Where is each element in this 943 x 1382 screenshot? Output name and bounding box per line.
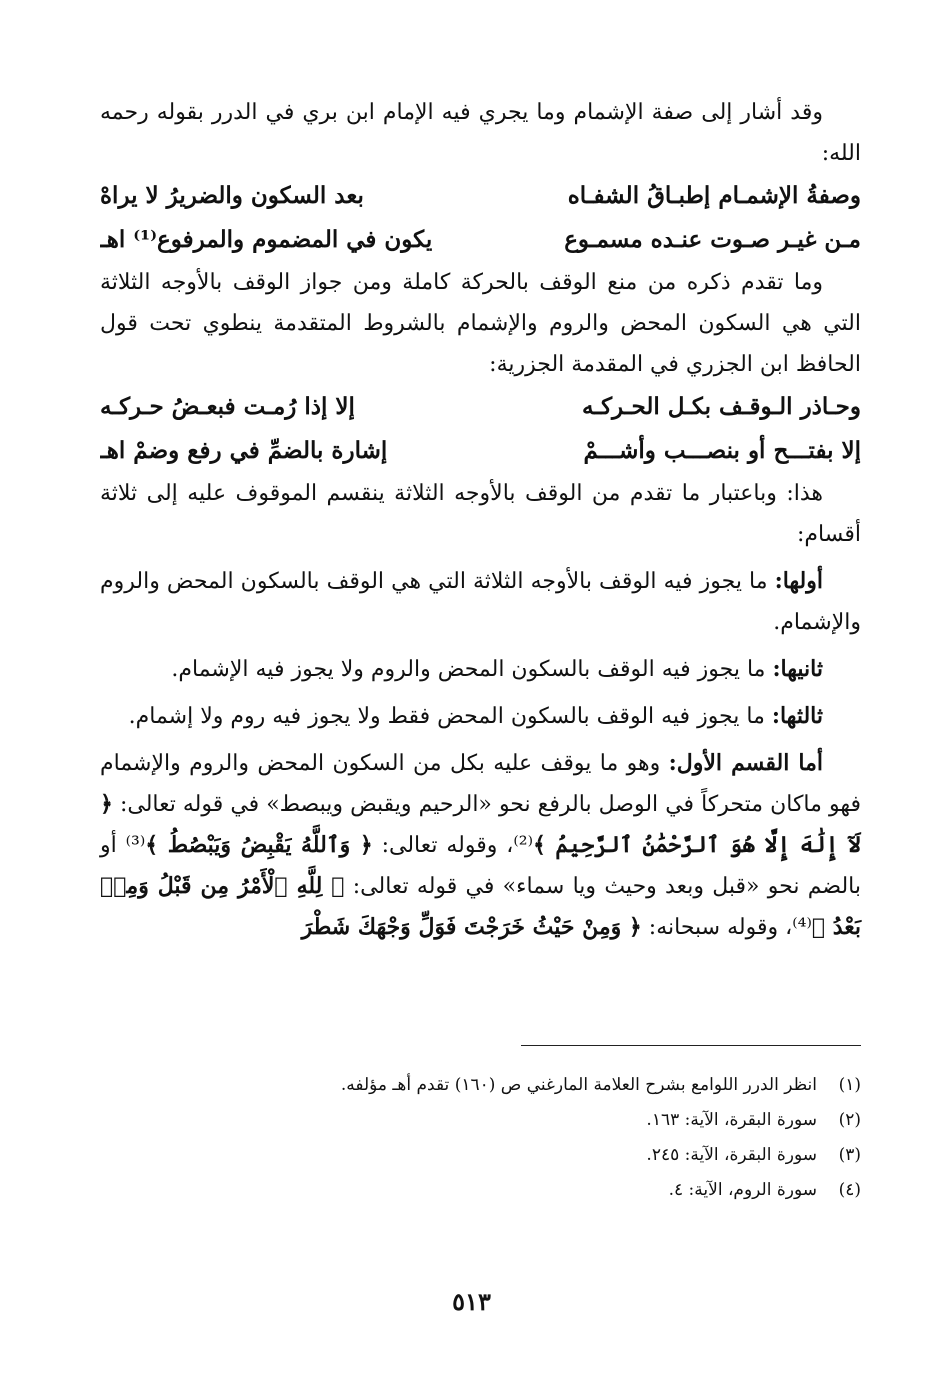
verse-line: [100, 218, 861, 262]
verse-line: [100, 385, 861, 429]
section-lead: أولها:: [774, 568, 823, 594]
footnote-number: (٢): [838, 1110, 861, 1130]
paragraph-text: ⁽²⁾، وقوله تعالى:: [372, 833, 533, 858]
footnote-text: انظر الدرر اللوامع بشرح العلامة المارغني ص (١٦٠) تقدم أهـ مؤلفه.: [340, 1075, 817, 1095]
verse-line: [100, 174, 861, 218]
section-text: ما يجوز فيه الوقف بالأوجه الثلاثة التي هي الوقف بالسكون المحض والروم والإشمام.: [100, 569, 861, 635]
section-text: ما يجوز فيه الوقف بالسكون المحض فقط ولا يجوز فيه روم ولا إشمام.: [128, 704, 772, 729]
intro-paragraph: وقد أشار إلى صفة الإشمام وما يجري فيه الإمام ابن بري في الدرر بقوله رحمه الله:: [100, 100, 861, 166]
verse-hemistich: إلا إذا رُمـت فبعـضُ حـركـه: [100, 393, 355, 420]
section-lead: أما القسم الأول:: [668, 750, 823, 776]
footnote-item: [100, 1103, 861, 1138]
verse-hemistich: يكون في المضموم والمرفوع⁽¹⁾ اهـ: [100, 226, 433, 253]
verse-hemistich: بعد السكون والضريرُ لا يراهْ: [100, 182, 364, 209]
footnotes: [100, 1068, 861, 1208]
footnote-number: (٤): [838, 1180, 861, 1200]
page-number: ٥١٣: [452, 1287, 491, 1316]
section-second: [100, 649, 861, 690]
verse-hemistich: وحـاذر الـوقـف بكـل الحـركـه: [582, 393, 861, 420]
footnote-item: [100, 1173, 861, 1208]
paragraph-3: هذا: وباعتبار ما تقدم من الوقف بالأوجه الثلاثة ينقسم الموقوف عليه إلى ثلاثة أقسام:: [100, 481, 861, 547]
footnote-item: [100, 1138, 861, 1173]
footnote-text: سورة البقرة، الآية: ٢٤٥.: [646, 1145, 817, 1165]
footnote-text: سورة البقرة، الآية: ١٦٣.: [646, 1110, 817, 1130]
first-section-paragraph: [100, 743, 861, 948]
footnote-divider: [521, 1045, 861, 1046]
section-lead: ثانيها:: [772, 656, 823, 682]
paragraph-2: وما تقدم ذكره من منع الوقف بالحركة كاملة ومن جواز الوقف بالأوجه الثلاثة التي هي السكون المحض والروم والإشمام بالشروط المتقدمة ينطوي تحت قول الحافظ ابن الجزري في المقدمة الجزرية:: [100, 270, 861, 377]
verse-hemistich: وصفةُ الإشمـام إطبـاقُ الشفـاه: [567, 182, 861, 209]
quran-verse: ﴿ لَآ إِلَٰهَ إِلَّا هُوَ ٱلرَّحْمَٰنُ ٱلرَّحِيمُ ﴾: [100, 791, 861, 858]
paragraph-text: ⁽⁴⁾، وقوله سبحانه:: [641, 915, 812, 940]
footnote-item: [100, 1068, 861, 1103]
section-first: [100, 561, 861, 643]
section-third: [100, 696, 861, 737]
paragraph-text: وهو ما يوقف عليه بكل من السكون المحض والروم والإشمام فهو ماكان متحركاً في الوصل بالرفع نحو «الرحيم ويقبض ويبصط» في قوله تعالى:: [100, 751, 861, 817]
footnote-number: (٣): [838, 1145, 861, 1165]
quran-verse: ﴿ لِلَّهِ ٱلْأَمْرُ مِن قَبْلُ وَمِنۢ بَعْدُ ﴾: [100, 873, 861, 940]
footnote-number: (١): [838, 1075, 861, 1095]
poem-verse-block-1: [100, 174, 861, 262]
quran-verse: ﴿ وَمِنْ حَيْثُ خَرَجْتَ فَوَلِّ وَجْهَكَ شَطْرَ: [301, 914, 642, 940]
verse-line: [100, 429, 861, 473]
paragraph-text: ⁽³⁾ أو بالضم نحو «قبل وبعد وحيث ويا سماء» في قوله تعالى:: [100, 833, 861, 899]
poem-verse-block-2: [100, 385, 861, 473]
verse-hemistich: إشارة بالضمِّ في رفع وضمْ اهـ: [100, 437, 388, 464]
quran-verse: ﴿ وَٱللَّهُ يَقْبِضُ وَيَبْصُطُ ﴾: [145, 832, 373, 858]
verse-hemistich: إلا بفتـــح أو بنصـــب وأشـــمْ: [583, 437, 861, 464]
section-text: ما يجوز فيه الوقف بالسكون المحض والروم ولا يجوز فيه الإشمام.: [171, 657, 773, 682]
section-lead: ثالثها:: [771, 703, 823, 729]
verse-hemistich: مـن غيـر صـوت عنـده مسمـوع: [564, 226, 861, 253]
footnote-text: سورة الروم، الآية: ٤.: [668, 1180, 817, 1200]
